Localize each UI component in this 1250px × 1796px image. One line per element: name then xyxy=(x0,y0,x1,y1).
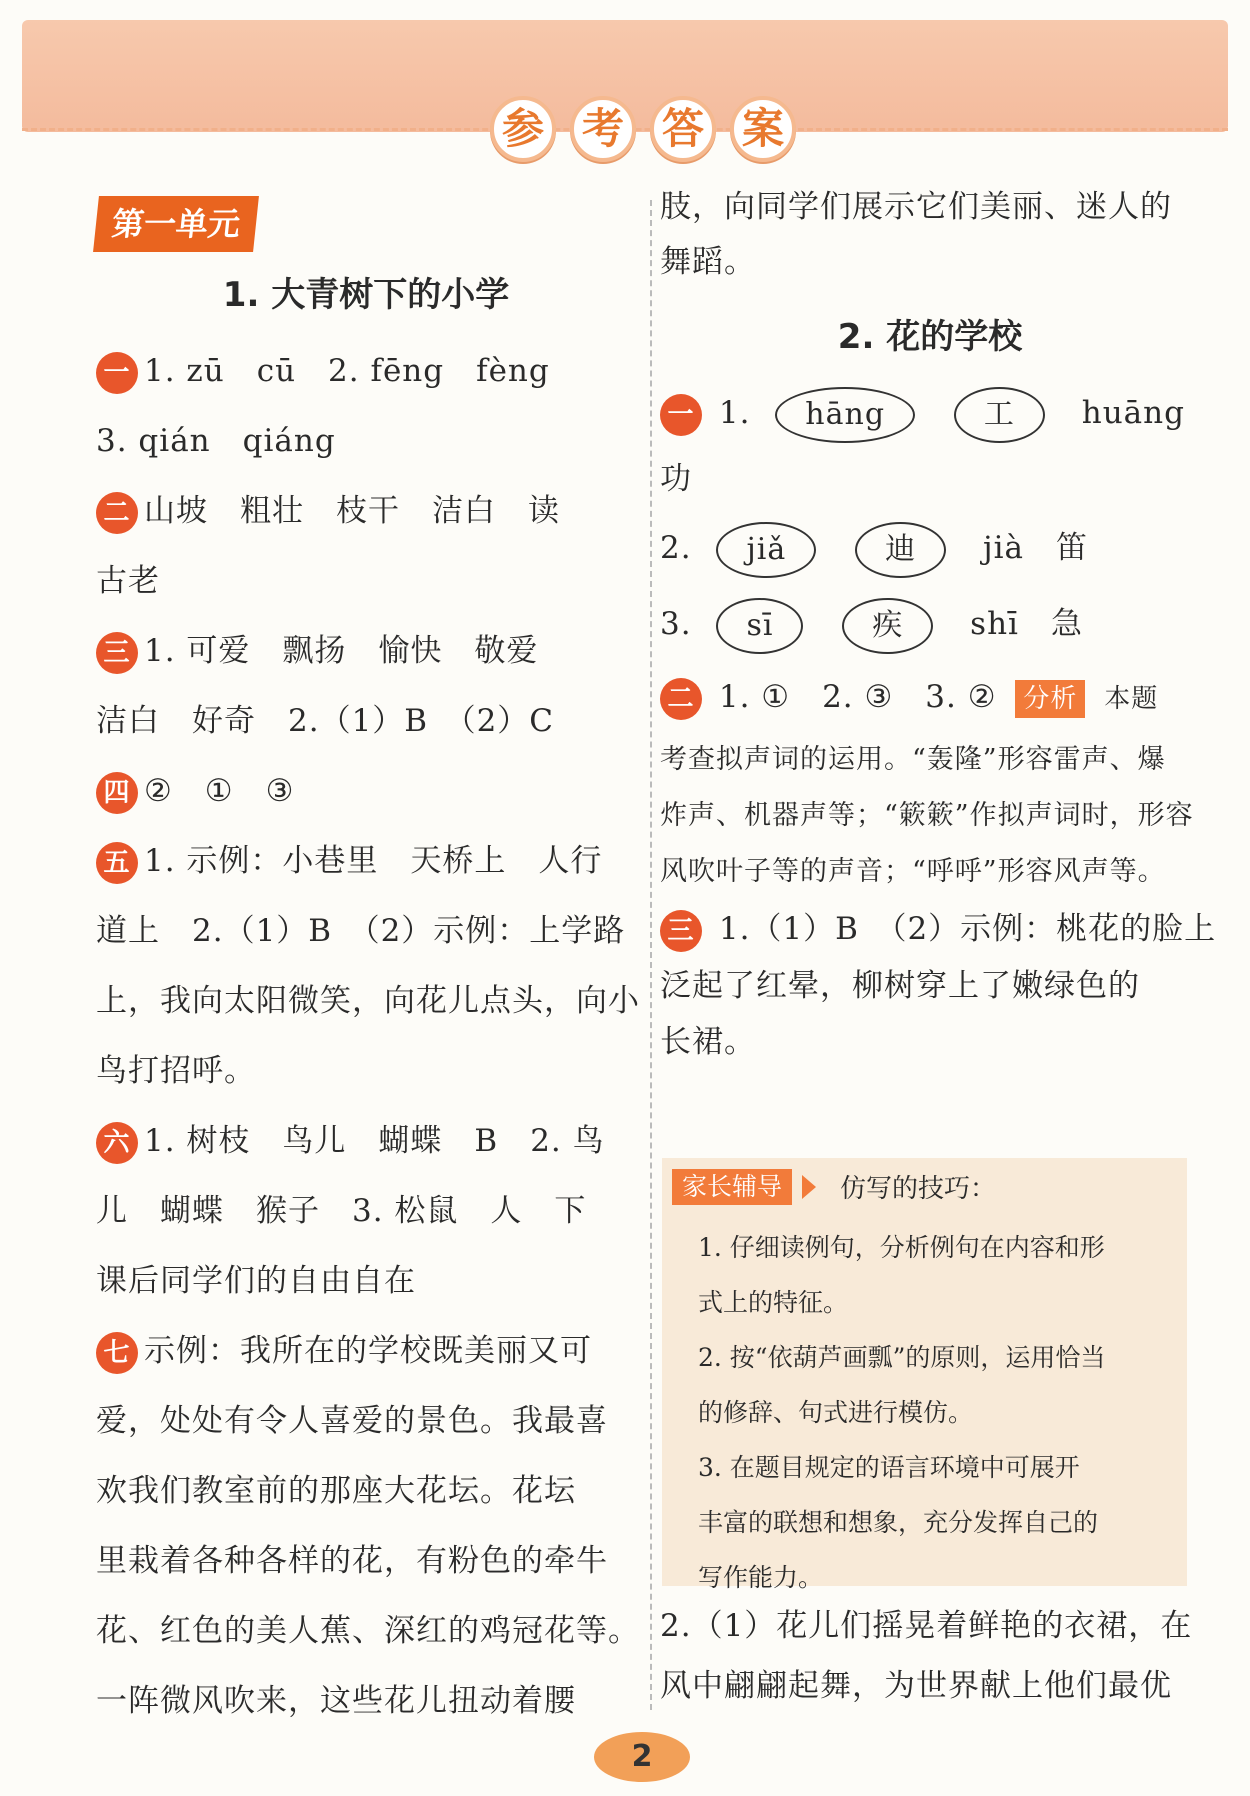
answer-line xyxy=(96,826,636,896)
lesson-title: 1. 大青树下的小学 xyxy=(222,275,510,315)
section-badge: 五 xyxy=(96,842,138,884)
oval-answer: sī xyxy=(716,598,803,654)
section-badge: 二 xyxy=(96,492,138,534)
section-badge: 六 xyxy=(96,1122,138,1164)
answer-text: 1. 示例：小巷里 天桥上 人行 xyxy=(144,843,603,879)
answer-line xyxy=(96,476,636,546)
answer-text: 课后同学们的自由自在 xyxy=(96,1263,416,1299)
answer-line xyxy=(96,756,636,826)
answer-line xyxy=(96,896,636,966)
analysis-line: 炸声、机器声等；“簌簌”作拟声词时，形容 xyxy=(660,800,1194,831)
answer-text: 洁白 好奇 2.（1）B （2）C xyxy=(96,703,555,739)
lesson1-answers xyxy=(96,336,640,1736)
tip-line: 写作能力。 xyxy=(698,1563,824,1592)
unit-badge: 第一单元 xyxy=(93,196,259,252)
answer-line xyxy=(96,1526,636,1596)
answer-text: 1. ① 2. ③ 3. ② xyxy=(718,679,997,715)
tip-line: 的修辞、句式进行模仿。 xyxy=(698,1398,974,1427)
section-badge: 四 xyxy=(96,772,138,814)
answer-line xyxy=(96,1456,636,1526)
answer-text: 1.（1）B （2）示例：桃花的脸上 xyxy=(718,911,1217,947)
right-column-continuation xyxy=(660,1596,1200,1716)
oval-answer: 疾 xyxy=(842,598,933,654)
section-badge: 七 xyxy=(96,1332,138,1374)
answer-line xyxy=(96,1316,636,1386)
oval-answer: hāng xyxy=(775,387,915,443)
answer-line xyxy=(660,662,1200,732)
answer-line xyxy=(96,1106,636,1176)
page-title xyxy=(490,96,796,168)
answer-text: 示例：我所在的学校既美丽又可 xyxy=(144,1333,592,1369)
answer-text: jià 笛 xyxy=(982,530,1088,566)
lesson-title: 2. 花的学校 xyxy=(837,317,1023,357)
tip-line: 式上的特征。 xyxy=(698,1288,849,1317)
answer-line xyxy=(96,1246,636,1316)
title-char: 答 xyxy=(650,96,716,162)
analysis-tag: 分析 xyxy=(1015,680,1085,718)
tip-line: 丰富的联想和想象，充分发挥自己的 xyxy=(698,1508,1099,1537)
title-char: 考 xyxy=(570,96,636,162)
page-number: 2 xyxy=(594,1732,690,1782)
analysis-line: 风吹叶子等的声音；“呼呼”形容风声等。 xyxy=(660,856,1166,887)
answer-text: 本题 xyxy=(1104,684,1159,714)
answer-text: 儿 蝴蝶 猴子 3. 松鼠 人 下 xyxy=(96,1193,587,1229)
analysis-line: 考查拟声词的运用。“轰隆”形容雷声、爆 xyxy=(660,744,1166,775)
answer-line: 功 xyxy=(660,461,692,497)
answer-text: ② ① ③ xyxy=(144,773,295,809)
answer-line: 风中翩翩起舞，为世界献上他们最优 xyxy=(660,1668,1172,1704)
arrow-icon xyxy=(802,1175,816,1199)
answer-text: shī 急 xyxy=(970,606,1083,642)
tip-line: 3. 在题目规定的语言环境中可展开 xyxy=(698,1453,1080,1482)
answer-text: 古老 xyxy=(96,563,160,599)
title-char: 案 xyxy=(730,96,796,162)
answer-text: 1. 树枝 鸟儿 蝴蝶 B 2. 鸟 xyxy=(144,1123,605,1159)
answer-line: 舞蹈。 xyxy=(660,244,756,280)
section-badge: 三 xyxy=(96,632,138,674)
answer-line xyxy=(96,1176,636,1246)
answer-text: 花、红色的美人蕉、深红的鸡冠花等。 xyxy=(96,1613,640,1649)
title-char: 参 xyxy=(490,96,556,162)
section-badge: 一 xyxy=(660,394,702,436)
answer-text: 里栽着各种各样的花，有粉色的牵牛 xyxy=(96,1543,608,1579)
parent-tips-label: 家长辅导 xyxy=(672,1169,792,1205)
oval-answer: 迪 xyxy=(855,522,946,578)
answer-text: 道上 2.（1）B （2）示例：上学路 xyxy=(96,913,626,949)
answer-text: huāng xyxy=(1081,395,1185,431)
answer-line xyxy=(96,686,636,756)
answer-line xyxy=(660,378,1200,448)
answer-line xyxy=(660,586,1200,662)
column-divider xyxy=(650,200,652,1710)
section-badge: 三 xyxy=(660,910,702,952)
answer-line xyxy=(96,1036,636,1106)
answer-line xyxy=(96,336,636,406)
answer-text: 山坡 粗壮 枝干 洁白 读 xyxy=(144,493,560,529)
parent-tips-box xyxy=(662,1158,1187,1592)
answer-line xyxy=(96,546,636,616)
answer-line: 泛起了红晕，柳树穿上了嫩绿色的 xyxy=(660,968,1140,1004)
answer-line xyxy=(96,1596,640,1666)
answer-line: 长裙。 xyxy=(660,1024,756,1060)
answer-line xyxy=(96,406,636,476)
answer-line xyxy=(96,966,640,1036)
right-column xyxy=(660,172,1217,1070)
tip-line: 1. 仔细读例句，分析例句在内容和形 xyxy=(698,1233,1105,1262)
answer-text: 欢我们教室前的那座大花坛。花坛 xyxy=(96,1473,576,1509)
answer-line xyxy=(96,1386,636,1456)
answer-text: 鸟打招呼。 xyxy=(96,1053,256,1089)
answer-text: 一阵微风吹来，这些花儿扭动着腰 xyxy=(96,1683,576,1719)
item-number: 3. xyxy=(660,606,692,642)
answer-line xyxy=(660,510,1200,586)
tip-line: 2. 按“依葫芦画瓢”的原则，运用恰当 xyxy=(698,1343,1106,1372)
answer-text: 3. qián qiáng xyxy=(96,423,336,459)
section-badge: 二 xyxy=(660,678,702,720)
item-number: 1. xyxy=(718,395,751,431)
answer-line xyxy=(96,1666,636,1736)
answer-line: 肢，向同学们展示它们美丽、迷人的 xyxy=(660,189,1172,225)
answer-text: 1. zū cū 2. fēng fèng xyxy=(144,353,550,389)
answer-line xyxy=(96,616,636,686)
oval-answer: 工 xyxy=(954,387,1045,443)
answer-text: 1. 可爱 飘扬 愉快 敬爱 xyxy=(144,633,539,669)
answer-text: 上，我向太阳微笑，向花儿点头，向小 xyxy=(96,983,640,1019)
answer-text: 爱，处处有令人喜爱的景色。我最喜 xyxy=(96,1403,608,1439)
answer-line: 2.（1）花儿们摇晃着鲜艳的衣裙，在 xyxy=(660,1608,1193,1644)
item-number: 2. xyxy=(660,530,692,566)
parent-tips-body xyxy=(698,1220,1168,1605)
left-column xyxy=(96,196,640,1736)
parent-tips-title: 仿写的技巧： xyxy=(840,1174,997,1204)
oval-answer: jiǎ xyxy=(716,522,816,578)
answer-line xyxy=(660,900,1217,958)
section-badge: 一 xyxy=(96,352,138,394)
